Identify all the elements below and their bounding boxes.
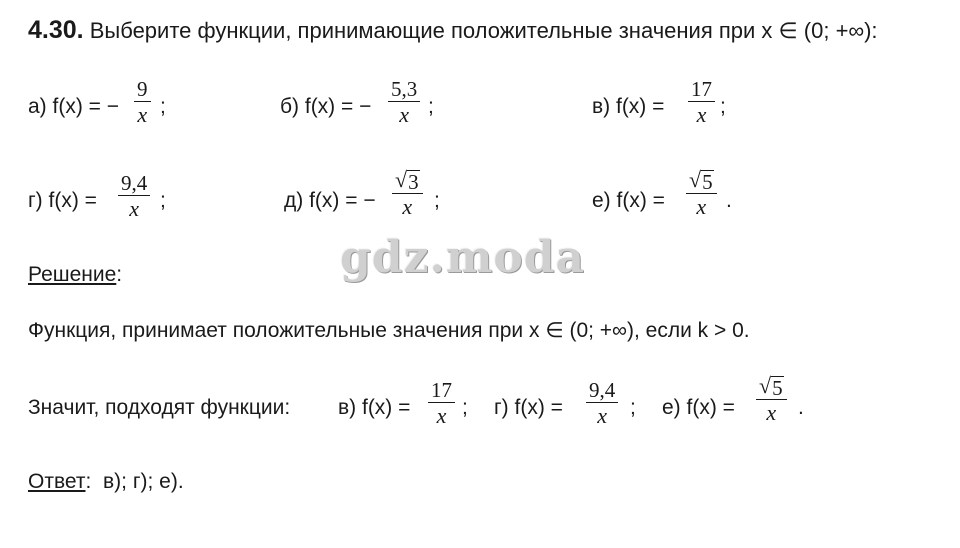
radical-sign: √	[759, 373, 772, 398]
pick-v-punct: ;	[462, 396, 468, 419]
option-g-numerator: 9,4	[121, 171, 148, 195]
answer-text: в); г); е).	[103, 470, 184, 493]
radicand: 3	[408, 170, 419, 194]
radical-sign: √	[689, 167, 702, 192]
option-v-label: в) f(x) =	[592, 95, 665, 118]
option-v-fraction	[688, 77, 715, 128]
pick-v-fraction	[428, 378, 455, 429]
pick-g-numerator: 9,4	[589, 378, 616, 402]
option-d-numerator	[392, 168, 423, 193]
option-g-label: г) f(x) =	[28, 189, 97, 212]
problem-statement: Выберите функции, принимающие положительные значения при x ∈ (0; +∞):	[89, 18, 878, 43]
answer-colon: :	[85, 470, 92, 493]
radicand: 5	[702, 170, 713, 194]
pick-v-numerator: 17	[431, 378, 452, 402]
option-e-numerator	[686, 168, 717, 193]
solution-heading-text: Решение	[28, 263, 117, 286]
option-b-punct: ;	[428, 95, 434, 118]
option-g-punct: ;	[160, 189, 166, 212]
answer-heading: Ответ	[28, 470, 86, 493]
pick-e-numerator	[756, 374, 787, 399]
option-v-denominator: x	[696, 102, 707, 127]
pick-e-label: е) f(x) =	[662, 396, 735, 419]
pick-e-punct: .	[798, 396, 804, 419]
option-g-fraction	[118, 171, 150, 222]
pick-e-denominator: x	[766, 400, 777, 425]
option-b-fraction	[388, 77, 420, 128]
option-a-label: а) f(x) = −	[28, 95, 120, 118]
option-a-numerator: 9	[137, 77, 148, 101]
problem-number: 4.30.	[28, 16, 84, 44]
option-e-denominator: x	[696, 194, 707, 219]
solution-heading	[28, 264, 122, 285]
option-d-label: д) f(x) = −	[284, 189, 376, 212]
pick-g-fraction	[586, 378, 618, 429]
option-e-label: е) f(x) =	[592, 189, 665, 212]
option-b-denominator: x	[399, 102, 409, 127]
option-a-fraction	[134, 77, 151, 128]
option-b-label: б) f(x) = −	[280, 95, 372, 118]
option-d-punct: ;	[434, 189, 440, 212]
answer-line	[28, 471, 184, 492]
option-g-denominator: x	[129, 196, 139, 221]
option-b-numerator: 5,3	[391, 77, 418, 101]
pick-g-punct: ;	[630, 396, 636, 419]
radicand: 5	[772, 376, 783, 400]
conclusion-lead: Значит, подходят функции:	[28, 396, 291, 419]
option-v-punct: ;	[720, 95, 726, 118]
option-e-punct: .	[726, 189, 732, 212]
watermark-logo: gdz.moda	[340, 232, 586, 283]
pick-v-denominator: x	[436, 403, 447, 428]
option-a-denominator: x	[137, 102, 148, 127]
pick-e-fraction	[756, 374, 787, 426]
option-d-fraction	[392, 168, 423, 220]
pick-v-label: в) f(x) =	[338, 396, 411, 419]
solution-rule: Функция, принимает положительные значения при x ∈ (0; +∞), если k > 0.	[28, 319, 750, 342]
option-d-denominator: x	[402, 194, 413, 219]
radical-sign: √	[395, 167, 408, 192]
solution-heading-colon: :	[116, 263, 123, 286]
option-e-fraction	[686, 168, 717, 220]
option-a-punct: ;	[160, 95, 166, 118]
option-v-numerator: 17	[691, 77, 712, 101]
pick-g-label: г) f(x) =	[494, 396, 563, 419]
problem-title	[28, 16, 878, 45]
pick-g-denominator: x	[597, 403, 607, 428]
